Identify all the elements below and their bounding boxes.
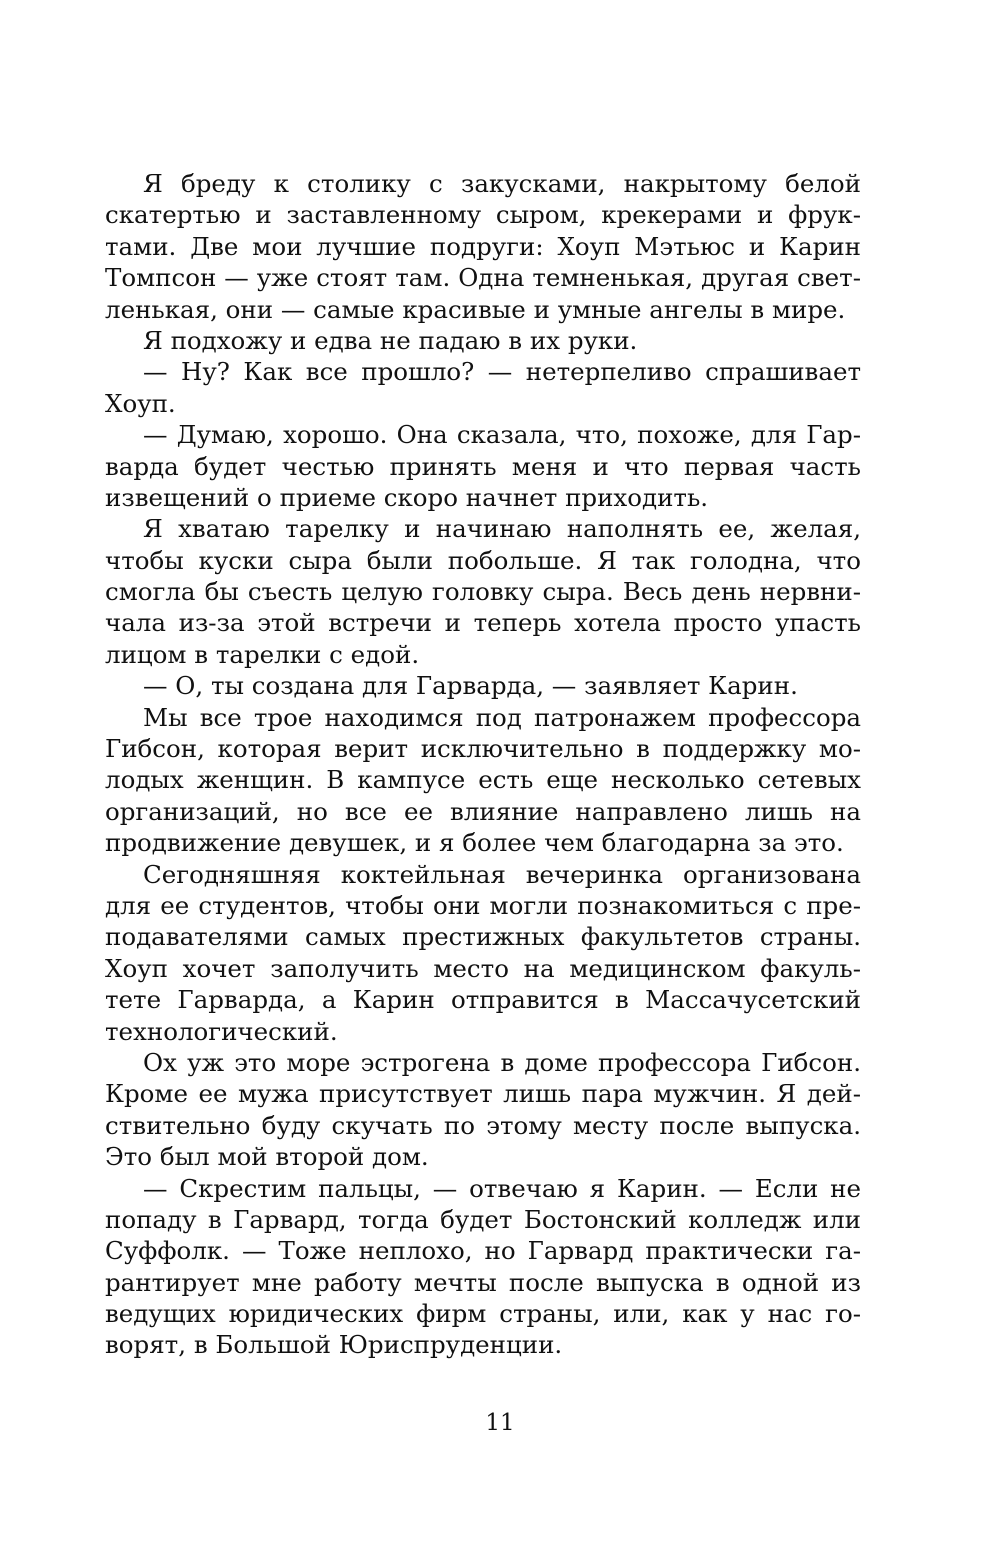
paragraph [105, 702, 861, 859]
text-line: ленькая, они — самые красивые и умные ангелы в мире. [105, 294, 846, 324]
text-line: лицом в тарелки с едой. [105, 639, 420, 669]
text-line: Я хватаю тарелку и начинаю наполнять ее, желая, [143, 514, 861, 544]
text-line: организаций, но все ее влияние направлено лишь на [105, 796, 861, 826]
text-line: рантирует мне работу мечты после выпуска в одной из [105, 1267, 861, 1297]
paragraph [105, 513, 861, 670]
text-line: Хоуп хочет заполучить место на медицинском факуль- [105, 953, 861, 983]
paragraph [105, 859, 861, 1047]
paragraph [105, 419, 861, 513]
text-line: варда будет честью принять меня и что первая часть [105, 451, 861, 481]
text-line: чала из-за этой встречи и теперь хотела просто упасть [105, 608, 861, 638]
text-line: ворят, в Большой Юриспруденции. [105, 1330, 563, 1360]
text-line: — Думаю, хорошо. Она сказала, что, похоже, для Гар- [143, 420, 861, 450]
text-line: скатертью и заставленному сыром, крекерами и фрук- [105, 200, 861, 230]
text-line: — Ну? Как все прошло? — нетерпеливо спрашивает [143, 357, 861, 387]
text-line: технологический. [105, 1016, 338, 1046]
page-number: 11 [485, 1410, 515, 1436]
paragraph [105, 356, 861, 419]
text-line: подавателями самых престижных факультетов страны. [105, 922, 861, 952]
text-line: тете Гарварда, а Карин отправится в Массачусетский [105, 985, 861, 1015]
text-line: Это был мой второй дом. [105, 1142, 429, 1172]
text-line: Мы все трое находимся под патронажем профессора [143, 702, 861, 732]
text-line: — Скрестим пальцы, — отвечаю я Карин. — Если не [143, 1173, 861, 1203]
text-line: продвижение девушек, и я более чем благодарна за это. [105, 828, 844, 858]
text-line: Хоуп. [105, 388, 176, 418]
text-line: извещений о приеме скоро начнет приходить. [105, 482, 709, 512]
text-line: смогла бы съесть целую головку сыра. Весь день нервни- [105, 577, 861, 607]
text-line: ведущих юридических фирм страны, или, как у нас го- [105, 1299, 861, 1329]
text-line: чтобы куски сыра были побольше. Я так голодна, что [105, 545, 861, 575]
text-line: Кроме ее мужа присутствует лишь пара мужчин. Я дей- [105, 1079, 861, 1109]
text-line: Ох уж это море эстрогена в доме профессора Гибсон. [143, 1047, 861, 1077]
text-line: Суффолк. — Тоже неплохо, но Гарвард практически га- [105, 1236, 861, 1266]
paragraph [105, 1173, 861, 1361]
text-line: Я бреду к столику с закусками, накрытому белой [143, 169, 861, 198]
text-line: для ее студентов, чтобы они могли познакомиться с пре- [105, 890, 861, 920]
text-line: Сегодняшняя коктейльная вечеринка организована [143, 859, 861, 889]
text-line: лодых женщин. В кампусе есть еще несколько сетевых [105, 765, 861, 795]
text-line: Томпсон — уже стоят там. Одна темненькая, другая свет- [105, 263, 861, 293]
paragraph [105, 325, 861, 356]
text-line: Я подхожу и едва не падаю в их руки. [143, 325, 638, 355]
text-line: попаду в Гарвард, тогда будет Бостонский колледж или [105, 1204, 861, 1234]
text-line: ствительно буду скучать по этому месту после выпуска. [105, 1110, 861, 1140]
page-body [105, 168, 861, 1361]
paragraph [105, 1047, 861, 1173]
text-line: Гибсон, которая верит исключительно в поддержку мо- [105, 734, 861, 764]
text-line: — О, ты создана для Гарварда, — заявляет Карин. [143, 671, 798, 701]
text-line: тами. Две мои лучшие подруги: Хоуп Мэтьюс и Карин [105, 231, 861, 261]
paragraph [105, 168, 861, 325]
paragraph [105, 670, 861, 701]
